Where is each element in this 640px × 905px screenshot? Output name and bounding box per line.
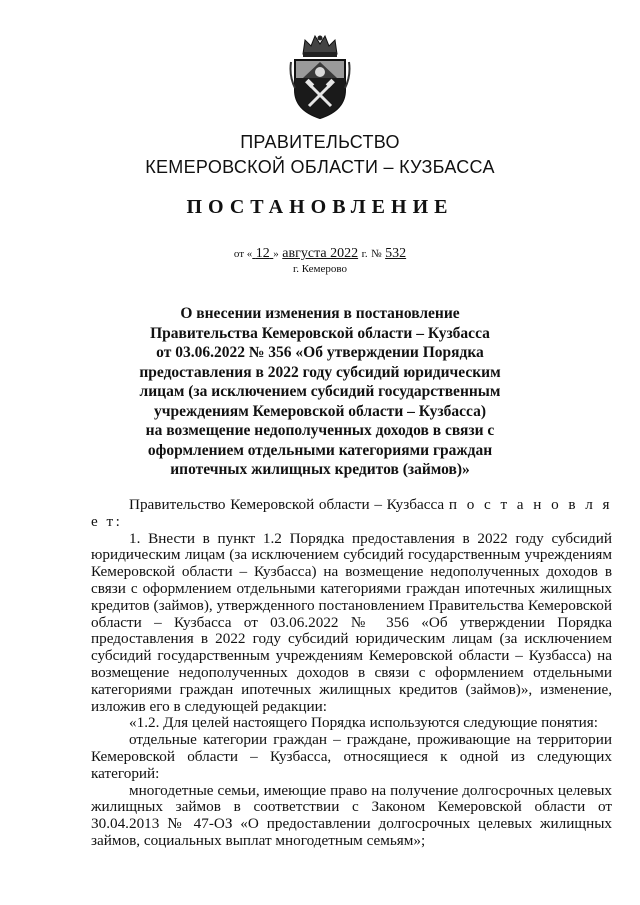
- title-line: на возмещение недополученных доходов в связи с: [145, 422, 495, 439]
- government-name-line1: ПРАВИТЕЛЬСТВО: [240, 132, 400, 152]
- title-line: от 03.06.2022 № 356 «Об утверждении Порядка: [156, 344, 484, 361]
- title-line: ипотечных жилищных кредитов (займов)»: [170, 461, 470, 478]
- paragraph-3: отдельные категории граждан – граждане, проживающие на территории Кемеровской области – Кузбасса, относящиеся к одной из следующих категорий:: [91, 731, 612, 782]
- date-month-year: августа 2022: [282, 246, 359, 261]
- paragraph-2: «1.2. Для целей настоящего Порядка используются следующие понятия:: [129, 714, 598, 732]
- paragraph-4: многодетные семьи, имеющие право на получение долгосрочных целевых жилищных займов в соответствии с Законом Кемеровской области от 30.04.2013 № 47-ОЗ «О предоставлении долгосрочных целевых жилищных займов, социальных выплат многодетным семьям»;: [91, 781, 612, 849]
- resolution-intro: Правительство Кемеровской области – Кузбасса п о с т а н о в л я е т:: [91, 496, 613, 530]
- document-title: [120, 304, 520, 480]
- date-day: 12: [255, 246, 270, 261]
- title-line: учреждениям Кемеровской области – Кузбасса): [154, 402, 486, 420]
- city: г. Кемерово: [292, 263, 348, 275]
- document-type-heading: ПОСТАНОВЛЕНИЕ: [186, 196, 454, 218]
- title-line: лицам (за исключением субсидий государственным: [139, 383, 501, 400]
- number-label: №: [371, 248, 382, 260]
- kuzbass-coat-of-arms-icon: [289, 32, 351, 120]
- date-mid: »: [273, 248, 279, 260]
- date-year-suffix: г.: [361, 248, 368, 260]
- government-name-line2: КЕМЕРОВСКОЙ ОБЛАСТИ – КУЗБАССА: [145, 157, 495, 177]
- document-body: [91, 497, 612, 850]
- date-prefix: от «: [233, 248, 253, 260]
- paragraph-1: 1. Внести в пункт 1.2 Порядка предоставления в 2022 году субсидий юридическим лицам (за исключением субсидий государственным учреждениям Кемеровской области – Кузбасса) на возмещение недополученных доходов в связи с оформлением отдельными категориями граждан ипотечных жилищных кредитов (займов), утвержденного постановлением Правительства Кемеровской области – Кузбасса от 03.06.2022 № 356 «Об утверждении Порядка предоставления в 2022 году субсидий юридическим лицам (за исключением субсидий государственным учреждениям Кемеровской области – Кузбасса) на возмещение недополученных доходов в связи с оформлением отдельными категориями граждан ипотечных жилищных кредитов (займов)», изменение, изложив его в следующей редакции:: [91, 529, 612, 715]
- date-number-line: [0, 246, 640, 262]
- title-line: Правительства Кемеровской области – Кузбасса: [150, 324, 490, 342]
- title-line: предоставления в 2022 году субсидий юридическим: [139, 363, 501, 381]
- title-line: оформлением отдельными категориями граждан: [147, 441, 493, 459]
- title-line: О внесении изменения в постановление: [180, 305, 460, 322]
- document-number: 532: [385, 246, 407, 261]
